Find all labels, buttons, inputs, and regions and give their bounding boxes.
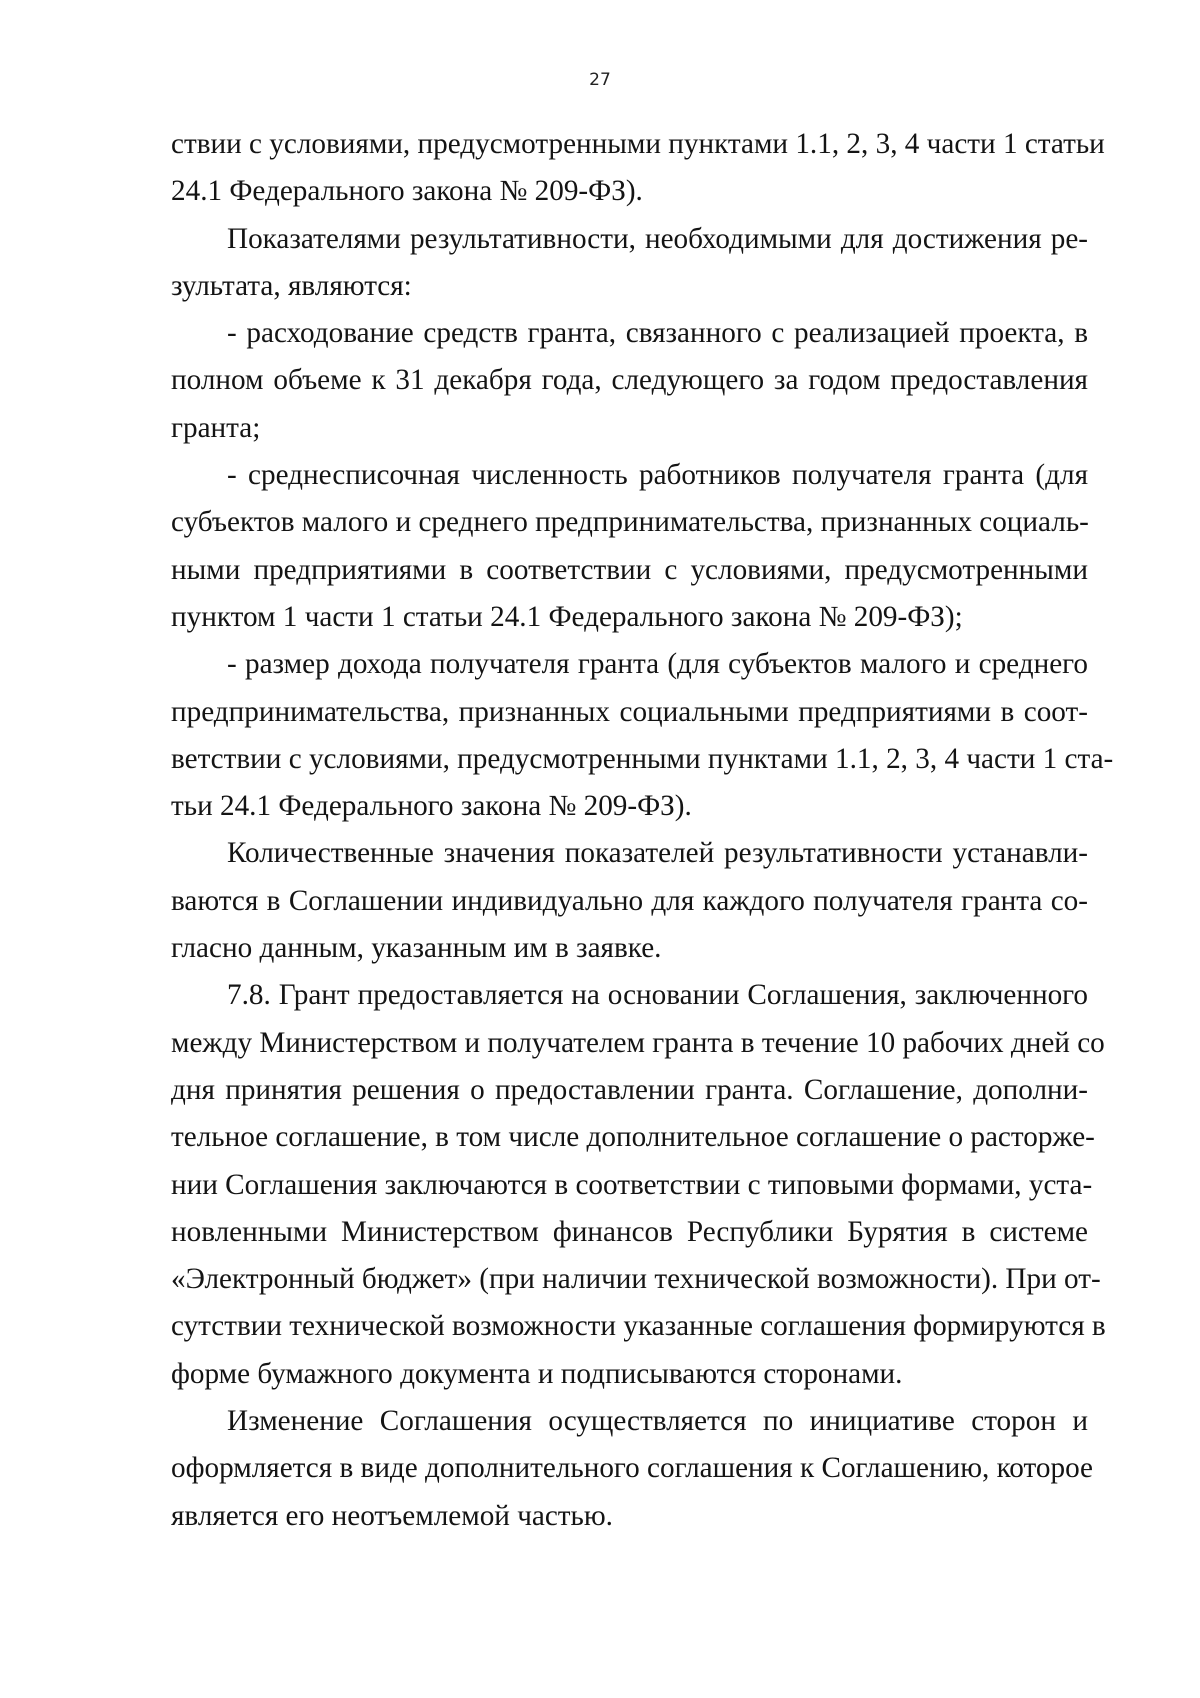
page-number: 27 — [589, 70, 611, 90]
list-item — [171, 310, 1088, 452]
text-line: - расходование средств гранта, связанного с реализацией проекта, в — [227, 317, 1088, 350]
text-line: сутствии технической возможности указанные соглашения формируются в — [171, 1310, 1106, 1343]
text-line: - среднесписочная численность работников получателя гранта (для — [227, 459, 1088, 492]
paragraph — [171, 830, 1088, 972]
text-line: ными предприятиями в соответствии с условиями, предусмотренными — [171, 553, 1088, 586]
text-line: гранта; — [171, 411, 261, 444]
text-line: нии Соглашения заключаются в соответствии с типовыми формами, уста- — [171, 1168, 1093, 1201]
text-line: «Электронный бюджет» (при наличии технической возможности). При от- — [171, 1263, 1101, 1296]
text-line: полном объеме к 31 декабря года, следующего за годом предоставления — [171, 364, 1088, 397]
text-line: тельное соглашение, в том числе дополнительное соглашение о расторже- — [171, 1121, 1095, 1154]
text-line: новленными Министерством финансов Республики Бурятия в системе — [171, 1215, 1088, 1248]
text-line: Изменение Соглашения осуществляется по инициативе сторон и — [227, 1405, 1088, 1438]
list-item — [171, 641, 1114, 830]
text-line: - размер дохода получателя гранта (для субъектов малого и среднего — [227, 648, 1088, 681]
text-line: Количественные значения показателей результативности устанавли- — [227, 837, 1088, 870]
paragraph — [171, 1398, 1093, 1540]
text-line: ствии с условиями, предусмотренными пунктами 1.1, 2, 3, 4 части 1 статьи — [171, 128, 1105, 160]
text-line: оформляется в виде дополнительного соглашения к Соглашению, которое — [171, 1452, 1093, 1485]
paragraph — [171, 972, 1106, 1398]
text-line: форме бумажного документа и подписываются сторонами. — [171, 1357, 903, 1390]
text-line: субъектов малого и среднего предпринимательства, признанных социаль- — [171, 506, 1089, 539]
text-line: дня принятия решения о предоставлении гранта. Соглашение, дополни- — [171, 1073, 1088, 1106]
text-line: предпринимательства, признанных социальными предприятиями в соот- — [171, 695, 1088, 728]
text-line: Показателями результативности, необходимыми для достижения ре- — [227, 222, 1088, 255]
text-line: ваются в Соглашении индивидуально для каждого получателя гранта со- — [171, 884, 1088, 917]
text-line: является его неотъемлемой частью. — [171, 1499, 613, 1532]
list-item — [171, 452, 1088, 641]
text-line: гласно данным, указанным им в заявке. — [171, 932, 662, 965]
text-line: зультата, являются: — [171, 269, 412, 302]
text-line: между Министерством и получателем гранта в течение 10 рабочих дней со — [171, 1026, 1105, 1059]
text-line: ветствии с условиями, предусмотренными пунктами 1.1, 2, 3, 4 части 1 ста- — [171, 742, 1114, 775]
text-line: 24.1 Федерального закона № 209-ФЗ). — [171, 175, 643, 208]
paragraph — [171, 121, 1105, 216]
document-body — [171, 121, 1114, 1540]
text-line: пунктом 1 части 1 статьи 24.1 Федерального закона № 209-ФЗ); — [171, 600, 963, 633]
paragraph — [171, 216, 1088, 311]
text-line: 7.8. Грант предоставляется на основании Соглашения, заключенного — [227, 979, 1088, 1012]
text-line: тьи 24.1 Федерального закона № 209-ФЗ). — [171, 790, 692, 823]
